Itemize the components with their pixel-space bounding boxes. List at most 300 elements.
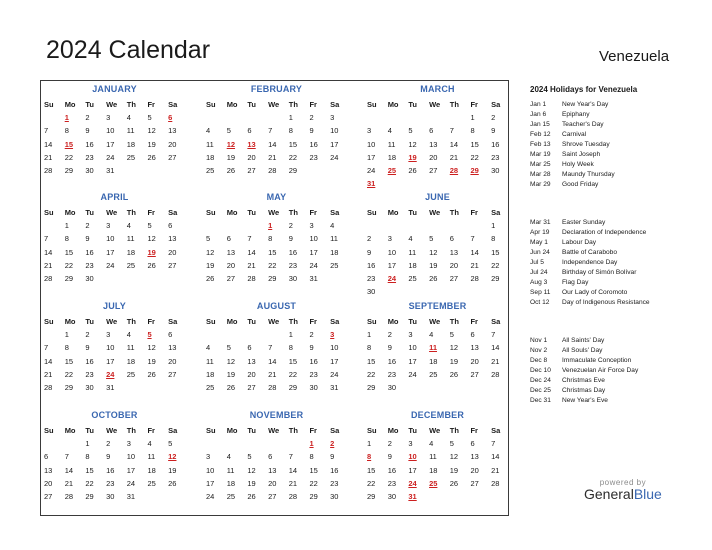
- holiday-group: [530, 336, 700, 406]
- day-cell: 14: [44, 247, 53, 257]
- day-cell: 22: [491, 260, 500, 270]
- month-july: [42, 301, 187, 394]
- day-cell: 22: [64, 152, 74, 162]
- day-cell: 3: [106, 113, 111, 123]
- day-cell: 3: [408, 439, 413, 449]
- day-cell: 24: [106, 152, 115, 162]
- day-cell: 22: [64, 260, 74, 270]
- holiday-row: [530, 258, 700, 268]
- day-cell: 6: [470, 330, 475, 340]
- day-cell: 12: [429, 247, 438, 257]
- holiday-name: Maundy Thursday: [562, 171, 615, 178]
- month-grid: [204, 424, 349, 503]
- holiday-date: Jul 24: [530, 269, 548, 276]
- day-cell: 23: [387, 369, 397, 379]
- day-cell: 29: [268, 273, 277, 283]
- day-cell: 9: [288, 234, 293, 244]
- empty-cell: [386, 111, 407, 124]
- weekday-header: We: [268, 208, 280, 217]
- holiday-date: Oct 12: [530, 299, 550, 306]
- day-cell: 9: [387, 343, 392, 353]
- weekday-header: Fr: [470, 426, 478, 435]
- day-cell: 30: [491, 165, 500, 175]
- day-cell: 26: [147, 260, 156, 270]
- month-name: JUNE: [425, 192, 450, 202]
- brand-name: [584, 486, 662, 502]
- day-cell: 24: [408, 369, 417, 379]
- weekday-header: We: [429, 426, 441, 435]
- holiday-row: [530, 346, 700, 356]
- month-grid: [365, 98, 510, 190]
- day-cell: 2: [309, 113, 314, 123]
- day-cell: 10: [126, 452, 136, 462]
- day-cell: 20: [168, 247, 177, 257]
- day-cell: 27: [168, 369, 177, 379]
- holiday-name: Easter Sunday: [562, 219, 606, 226]
- weekday-header: Mo: [64, 317, 76, 326]
- empty-cell: [42, 328, 63, 341]
- weekday-header: We: [106, 317, 118, 326]
- holiday-row: [530, 288, 700, 298]
- weekday-header: Tu: [408, 100, 417, 109]
- day-cell: 23: [309, 369, 318, 379]
- day-cell: 20: [44, 478, 53, 488]
- day-cell: 25: [206, 382, 215, 392]
- holiday-day: 1: [309, 439, 314, 449]
- day-cell: 4: [429, 439, 434, 449]
- day-cell: 20: [470, 356, 479, 366]
- empty-cell: [448, 219, 469, 232]
- day-cell: 26: [206, 273, 215, 283]
- day-cell: 4: [126, 330, 131, 340]
- month-march: [365, 84, 510, 190]
- empty-cell: [245, 328, 266, 341]
- weekday-header: Mo: [387, 100, 399, 109]
- page-title: 2024 Calendar: [46, 36, 211, 64]
- day-cell: 27: [470, 478, 479, 488]
- weekday-header: Sa: [491, 426, 501, 435]
- month-october: [42, 410, 187, 503]
- holiday-date: Dec 25: [530, 387, 551, 394]
- day-cell: 4: [387, 126, 392, 136]
- holiday-groups: [530, 100, 700, 406]
- holiday-row: [530, 268, 700, 278]
- holiday-day: 8: [367, 452, 372, 462]
- holiday-list-title: 2024 Holidays for Venezuela: [530, 85, 638, 94]
- day-cell: 20: [470, 465, 479, 475]
- empty-cell: [266, 111, 287, 124]
- holiday-day: 15: [64, 139, 74, 149]
- day-cell: 20: [429, 152, 438, 162]
- weekday-header: Su: [44, 100, 54, 109]
- day-cell: 28: [491, 369, 500, 379]
- day-cell: 25: [429, 369, 438, 379]
- day-cell: 19: [247, 478, 256, 488]
- brand-logo: [584, 478, 662, 502]
- day-cell: 23: [309, 152, 318, 162]
- day-cell: 1: [64, 221, 69, 231]
- holiday-day: 25: [387, 165, 397, 175]
- day-cell: 26: [247, 491, 256, 501]
- weekday-header: We: [429, 208, 441, 217]
- day-cell: 15: [64, 247, 74, 257]
- holiday-name: Our Lady of Coromoto: [562, 289, 628, 296]
- day-cell: 19: [168, 465, 177, 475]
- weekday-header: Fr: [470, 100, 478, 109]
- day-cell: 7: [491, 439, 496, 449]
- weekday-header: We: [429, 317, 441, 326]
- weekday-header: Tu: [85, 208, 94, 217]
- day-cell: 19: [429, 260, 438, 270]
- holiday-name: Epiphany: [562, 111, 590, 118]
- holiday-day: 5: [147, 330, 152, 340]
- day-cell: 6: [429, 126, 434, 136]
- day-cell: 5: [429, 234, 434, 244]
- day-cell: 27: [247, 382, 256, 392]
- day-cell: 22: [470, 152, 479, 162]
- day-cell: 21: [288, 478, 298, 488]
- day-cell: 29: [288, 165, 298, 175]
- day-cell: 20: [168, 356, 177, 366]
- holiday-name: Shrove Tuesday: [562, 141, 610, 148]
- weekday-header: Mo: [226, 317, 238, 326]
- day-cell: 4: [126, 113, 131, 123]
- day-cell: 22: [288, 152, 298, 162]
- day-cell: 12: [449, 343, 459, 353]
- month-grid: [365, 315, 510, 394]
- day-cell: 23: [491, 152, 500, 162]
- day-cell: 21: [470, 260, 479, 270]
- day-cell: 6: [268, 452, 273, 462]
- day-cell: 5: [247, 452, 252, 462]
- day-cell: 11: [226, 465, 235, 475]
- weekday-header: We: [106, 426, 118, 435]
- holiday-row: [530, 396, 700, 406]
- holiday-date: Mar 28: [530, 171, 551, 178]
- empty-cell: [204, 111, 225, 124]
- holiday-list: [530, 85, 700, 406]
- holiday-day: 1: [268, 221, 273, 231]
- day-cell: 9: [85, 126, 90, 136]
- empty-cell: [204, 437, 225, 450]
- holiday-row: [530, 356, 700, 366]
- weekday-header: Su: [44, 317, 54, 326]
- weekday-header: Su: [367, 317, 377, 326]
- day-cell: 23: [288, 260, 298, 270]
- day-cell: 15: [64, 356, 74, 366]
- month-name: NOVEMBER: [249, 410, 304, 420]
- holiday-name: Good Friday: [562, 181, 599, 188]
- day-cell: 27: [449, 273, 459, 283]
- day-cell: 4: [147, 439, 152, 449]
- holiday-day: 10: [408, 452, 417, 462]
- holiday-name: Teacher's Day: [562, 121, 604, 128]
- day-cell: 20: [247, 369, 256, 379]
- day-cell: 21: [44, 369, 53, 379]
- day-cell: 11: [387, 139, 396, 149]
- holiday-row: [530, 100, 700, 110]
- day-cell: 15: [268, 247, 277, 257]
- weekday-header: Th: [288, 426, 298, 435]
- day-cell: 30: [330, 491, 339, 501]
- weekday-header: Su: [206, 426, 216, 435]
- day-cell: 17: [387, 260, 397, 270]
- empty-cell: [63, 437, 84, 450]
- day-cell: 28: [268, 165, 277, 175]
- day-cell: 24: [330, 152, 339, 162]
- month-february: [204, 84, 349, 177]
- holiday-day: 1: [64, 113, 69, 123]
- day-cell: 15: [367, 465, 376, 475]
- day-cell: 15: [470, 139, 479, 149]
- day-cell: 9: [85, 343, 90, 353]
- day-cell: 12: [408, 139, 417, 149]
- day-cell: 1: [288, 330, 293, 340]
- holiday-date: Nov 2: [530, 347, 548, 354]
- holiday-name: Battle of Carabobo: [562, 249, 617, 256]
- day-cell: 1: [288, 113, 293, 123]
- day-cell: 20: [247, 152, 256, 162]
- day-cell: 21: [64, 478, 74, 488]
- weekday-header: Th: [288, 100, 298, 109]
- day-cell: 13: [168, 234, 177, 244]
- month-name: MARCH: [420, 84, 455, 94]
- weekday-header: We: [106, 208, 118, 217]
- holiday-day: 24: [408, 478, 417, 488]
- day-cell: 25: [147, 478, 156, 488]
- day-cell: 4: [330, 221, 335, 231]
- day-cell: 2: [106, 439, 111, 449]
- day-cell: 16: [309, 356, 318, 366]
- holiday-day: 24: [387, 273, 397, 283]
- day-cell: 5: [226, 343, 231, 353]
- empty-cell: [427, 111, 448, 124]
- weekday-header: We: [268, 426, 280, 435]
- day-cell: 14: [268, 139, 277, 149]
- weekday-header: Mo: [64, 426, 76, 435]
- day-cell: 2: [387, 330, 392, 340]
- day-cell: 26: [429, 273, 438, 283]
- day-cell: 9: [387, 452, 392, 462]
- day-cell: 14: [64, 465, 74, 475]
- holiday-day: 2: [330, 439, 335, 449]
- holiday-name: All Souls' Day: [562, 347, 603, 354]
- day-cell: 12: [147, 234, 156, 244]
- day-cell: 22: [64, 369, 74, 379]
- holiday-group: [530, 218, 700, 308]
- day-cell: 14: [470, 247, 479, 257]
- weekday-header: Tu: [408, 426, 417, 435]
- empty-cell: [204, 219, 225, 232]
- day-cell: 4: [206, 126, 211, 136]
- day-cell: 1: [64, 330, 69, 340]
- holiday-row: [530, 336, 700, 346]
- day-cell: 7: [268, 343, 273, 353]
- day-cell: 27: [268, 491, 277, 501]
- day-cell: 2: [309, 330, 314, 340]
- day-cell: 17: [106, 247, 115, 257]
- month-grid: [204, 98, 349, 177]
- day-cell: 9: [330, 452, 335, 462]
- day-cell: 16: [491, 139, 500, 149]
- weekday-header: Su: [367, 208, 377, 217]
- empty-cell: [448, 111, 469, 124]
- day-cell: 10: [408, 343, 417, 353]
- day-cell: 12: [147, 343, 156, 353]
- day-cell: 27: [226, 273, 236, 283]
- month-september: [365, 301, 510, 394]
- day-cell: 28: [491, 478, 500, 488]
- day-cell: 17: [408, 356, 417, 366]
- day-cell: 10: [309, 234, 318, 244]
- day-cell: 17: [309, 247, 318, 257]
- day-cell: 6: [168, 330, 173, 340]
- day-cell: 11: [126, 343, 135, 353]
- holiday-day: 12: [168, 452, 177, 462]
- weekday-header: Fr: [309, 208, 317, 217]
- holiday-date: Sep 11: [530, 289, 551, 296]
- holiday-name: New Year's Day: [562, 101, 609, 108]
- empty-cell: [266, 328, 287, 341]
- day-cell: 28: [44, 382, 53, 392]
- day-cell: 22: [309, 478, 318, 488]
- day-cell: 6: [226, 234, 231, 244]
- holiday-row: [530, 170, 700, 180]
- day-cell: 16: [330, 465, 339, 475]
- month-may: [204, 192, 349, 285]
- day-cell: 6: [449, 234, 454, 244]
- day-cell: 12: [247, 465, 256, 475]
- day-cell: 24: [106, 260, 115, 270]
- day-cell: 17: [367, 152, 376, 162]
- day-cell: 8: [288, 126, 293, 136]
- day-cell: 18: [226, 478, 236, 488]
- month-name: DECEMBER: [410, 410, 465, 420]
- day-cell: 8: [64, 234, 69, 244]
- empty-cell: [386, 219, 407, 232]
- holiday-group: [530, 100, 700, 190]
- empty-cell: [365, 111, 386, 124]
- holiday-name: New Year's Eve: [562, 397, 608, 404]
- day-cell: 10: [106, 126, 115, 136]
- empty-cell: [42, 219, 63, 232]
- weekday-header: Su: [44, 426, 54, 435]
- day-cell: 4: [126, 221, 131, 231]
- day-cell: 19: [226, 152, 236, 162]
- day-cell: 12: [449, 452, 459, 462]
- weekday-header: Th: [126, 317, 136, 326]
- month-name: SEPTEMBER: [408, 301, 467, 311]
- weekday-header: Su: [206, 100, 216, 109]
- holiday-row: [530, 110, 700, 120]
- day-cell: 5: [226, 126, 231, 136]
- day-cell: 7: [64, 452, 69, 462]
- day-cell: 13: [470, 343, 479, 353]
- day-cell: 5: [206, 234, 211, 244]
- day-cell: 11: [330, 234, 338, 244]
- weekday-header: Su: [206, 208, 216, 217]
- weekday-header: Su: [367, 426, 377, 435]
- weekday-header: Mo: [387, 208, 399, 217]
- day-cell: 16: [387, 356, 397, 366]
- day-cell: 20: [449, 260, 459, 270]
- holiday-name: Venezuelan Air Force Day: [562, 367, 639, 374]
- weekday-header: Sa: [491, 208, 501, 217]
- holiday-date: Jan 15: [530, 121, 550, 128]
- day-cell: 18: [206, 369, 215, 379]
- holiday-date: Jan 1: [530, 101, 547, 108]
- day-cell: 16: [309, 139, 318, 149]
- day-cell: 14: [449, 139, 459, 149]
- empty-cell: [287, 437, 308, 450]
- holiday-date: Mar 19: [530, 151, 551, 158]
- month-name: FEBRUARY: [250, 84, 303, 94]
- month-grid: [42, 424, 187, 503]
- empty-cell: [406, 219, 427, 232]
- day-cell: 7: [247, 234, 252, 244]
- day-cell: 1: [367, 439, 372, 449]
- empty-cell: [225, 219, 246, 232]
- day-cell: 6: [44, 452, 49, 462]
- holiday-row: [530, 120, 700, 130]
- day-cell: 13: [226, 247, 236, 257]
- day-cell: 29: [367, 491, 376, 501]
- day-cell: 28: [247, 273, 256, 283]
- weekday-header: Sa: [330, 208, 340, 217]
- day-cell: 21: [247, 260, 256, 270]
- day-cell: 4: [429, 330, 434, 340]
- day-cell: 3: [309, 221, 314, 231]
- day-cell: 18: [429, 356, 438, 366]
- weekday-header: Fr: [470, 317, 478, 326]
- day-cell: 8: [367, 343, 372, 353]
- holiday-row: [530, 150, 700, 160]
- holiday-row: [530, 298, 700, 308]
- day-cell: 20: [268, 478, 277, 488]
- empty-cell: [42, 111, 63, 124]
- month-grid: [365, 206, 510, 298]
- weekday-header: We: [268, 100, 280, 109]
- day-cell: 18: [206, 152, 215, 162]
- day-cell: 23: [330, 478, 339, 488]
- day-cell: 10: [206, 465, 215, 475]
- holiday-day: 29: [470, 165, 479, 175]
- day-cell: 17: [106, 139, 115, 149]
- day-cell: 18: [126, 247, 136, 257]
- day-cell: 30: [288, 273, 298, 283]
- day-cell: 7: [449, 126, 454, 136]
- holiday-date: Mar 31: [530, 219, 551, 226]
- empty-cell: [225, 111, 246, 124]
- day-cell: 25: [126, 152, 136, 162]
- day-cell: 3: [330, 113, 335, 123]
- day-cell: 9: [367, 247, 372, 257]
- day-cell: 8: [268, 234, 273, 244]
- weekday-header: Fr: [147, 100, 155, 109]
- month-january: [42, 84, 187, 177]
- weekday-header: Mo: [226, 208, 238, 217]
- day-cell: 29: [85, 491, 94, 501]
- day-cell: 27: [44, 491, 53, 501]
- day-cell: 26: [226, 382, 236, 392]
- day-cell: 15: [367, 356, 376, 366]
- day-cell: 8: [288, 343, 293, 353]
- holiday-date: Mar 25: [530, 161, 551, 168]
- day-cell: 3: [206, 452, 211, 462]
- day-cell: 30: [367, 287, 376, 297]
- weekday-header: Mo: [387, 426, 399, 435]
- weekday-header: We: [106, 100, 118, 109]
